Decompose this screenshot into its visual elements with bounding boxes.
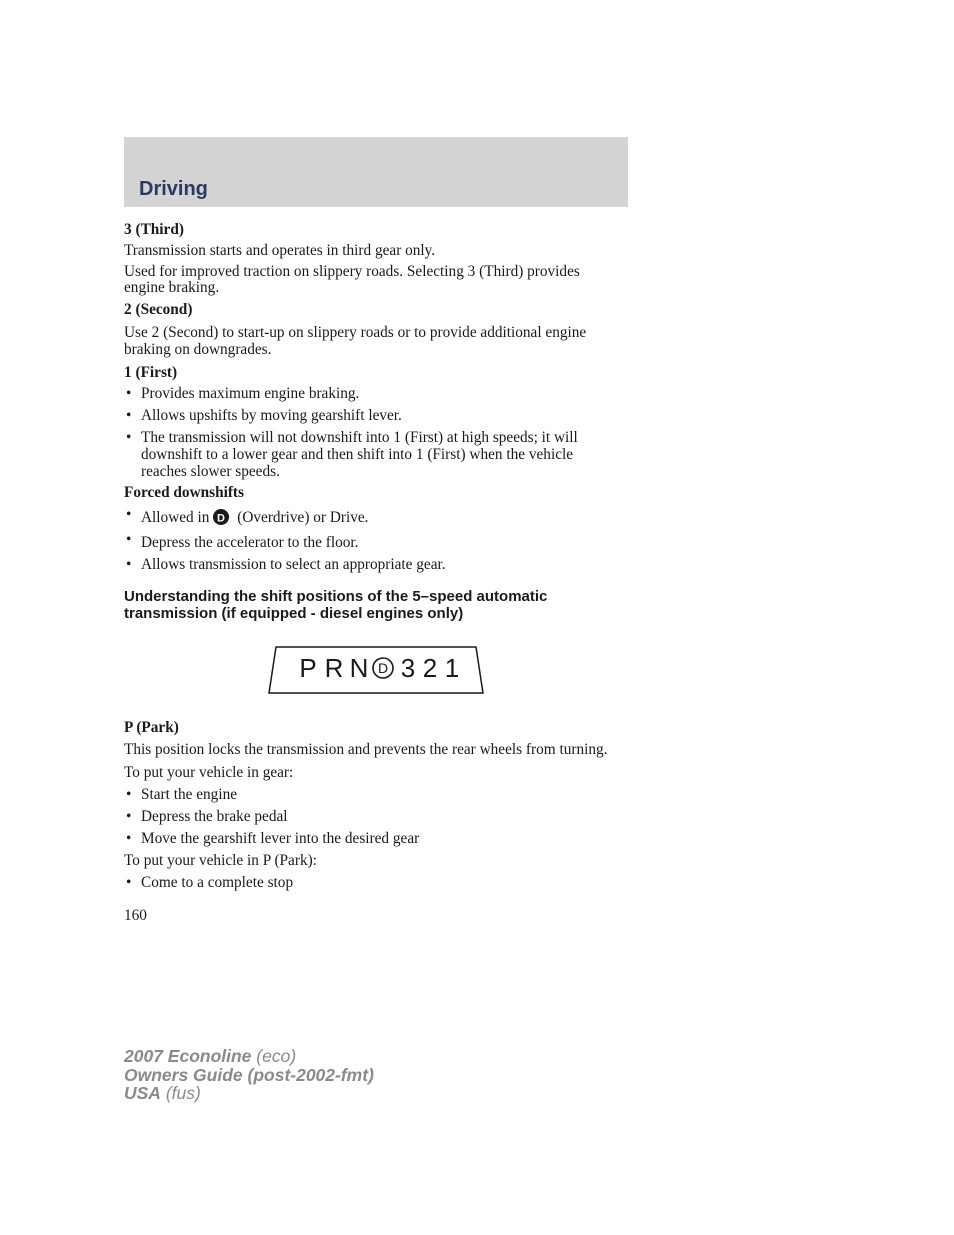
bullet-text: Allowed in bbox=[141, 509, 210, 527]
second-heading: 2 (Second) bbox=[124, 301, 193, 319]
third-heading: 3 (Third) bbox=[124, 221, 184, 238]
forced-bullet-list bbox=[124, 502, 619, 573]
section-heading: Understanding the shift positions of the 5–speed automatic transmission (if equipped - diesel engines only) bbox=[124, 587, 548, 622]
footer-region: USA bbox=[124, 1083, 161, 1103]
overdrive-icon bbox=[213, 509, 229, 525]
forced-downshifts-heading: Forced downshifts bbox=[124, 484, 244, 502]
park-heading: P (Park) bbox=[124, 718, 179, 736]
first-heading: 1 (First) bbox=[124, 363, 178, 381]
footer-line-1 bbox=[124, 1047, 374, 1066]
gear-position-1: 1 bbox=[444, 652, 460, 683]
footer-guide: Owners Guide (post-2002-fmt) bbox=[124, 1064, 374, 1085]
list-item: • Start the engine bbox=[124, 782, 619, 804]
gear-position-d: D bbox=[377, 659, 389, 676]
second-paragraph-1: Use 2 (Second) to start-up on slippery roads or to provide additional engine braking on downgrades. bbox=[124, 323, 587, 358]
third-paragraph-1: Transmission starts and operates in third gear only. bbox=[124, 241, 436, 259]
gear-position-2: 2 bbox=[422, 652, 438, 683]
gear-position-r: R bbox=[324, 652, 344, 683]
first-bullet-list bbox=[124, 381, 619, 480]
park-bullet-list bbox=[124, 782, 619, 847]
list-item: • Depress the accelerator to the floor. bbox=[124, 527, 619, 552]
footer-model-code: (eco) bbox=[256, 1046, 297, 1066]
gear-position-n: N bbox=[349, 652, 369, 683]
gear-position-p: P bbox=[299, 652, 317, 683]
footer-model: 2007 Econoline bbox=[124, 1046, 252, 1066]
footer-line-3 bbox=[124, 1084, 374, 1103]
list-item: • Depress the brake pedal bbox=[124, 804, 619, 826]
gear-indicator bbox=[124, 634, 619, 696]
third-paragraph-2: Used for improved traction on slippery roads. Selecting 3 (Third) provides engine braking. bbox=[124, 262, 580, 297]
park-bullet-list-2 bbox=[124, 870, 619, 892]
list-item: • Move the gearshift lever into the desired gear bbox=[124, 826, 619, 848]
list-item: • The transmission will not downshift into 1 (First) at high speeds; it will downshift to a lower gear and then shift into 1 (First) when the vehicle reaches slower speeds. bbox=[124, 425, 619, 480]
list-item: • Come to a complete stop bbox=[124, 870, 619, 892]
footer-line-2 bbox=[124, 1066, 374, 1085]
gear-indicator-graphic bbox=[268, 646, 484, 694]
page-number: 160 bbox=[124, 906, 147, 924]
document-footer bbox=[124, 1047, 374, 1103]
list-item: • Allows upshifts by moving gearshift lever. bbox=[124, 403, 619, 425]
section-title: Driving bbox=[139, 178, 208, 200]
section-header-band bbox=[124, 137, 628, 207]
list-item: • Provides maximum engine braking. bbox=[124, 381, 619, 403]
list-item bbox=[124, 502, 619, 527]
park-paragraph-2: To put your vehicle in gear: bbox=[124, 764, 294, 782]
park-paragraph-3: To put your vehicle in P (Park): bbox=[124, 852, 317, 870]
page-content bbox=[124, 220, 619, 925]
gear-position-3: 3 bbox=[400, 652, 416, 683]
bullet-text: (Overdrive) or Drive. bbox=[237, 509, 369, 527]
svg-text:D: D bbox=[217, 512, 226, 525]
park-paragraph-1: This position locks the transmission and prevents the rear wheels from turning. bbox=[124, 741, 608, 759]
list-item: • Allows transmission to select an appropriate gear. bbox=[124, 552, 619, 574]
footer-region-code: (fus) bbox=[165, 1083, 201, 1103]
